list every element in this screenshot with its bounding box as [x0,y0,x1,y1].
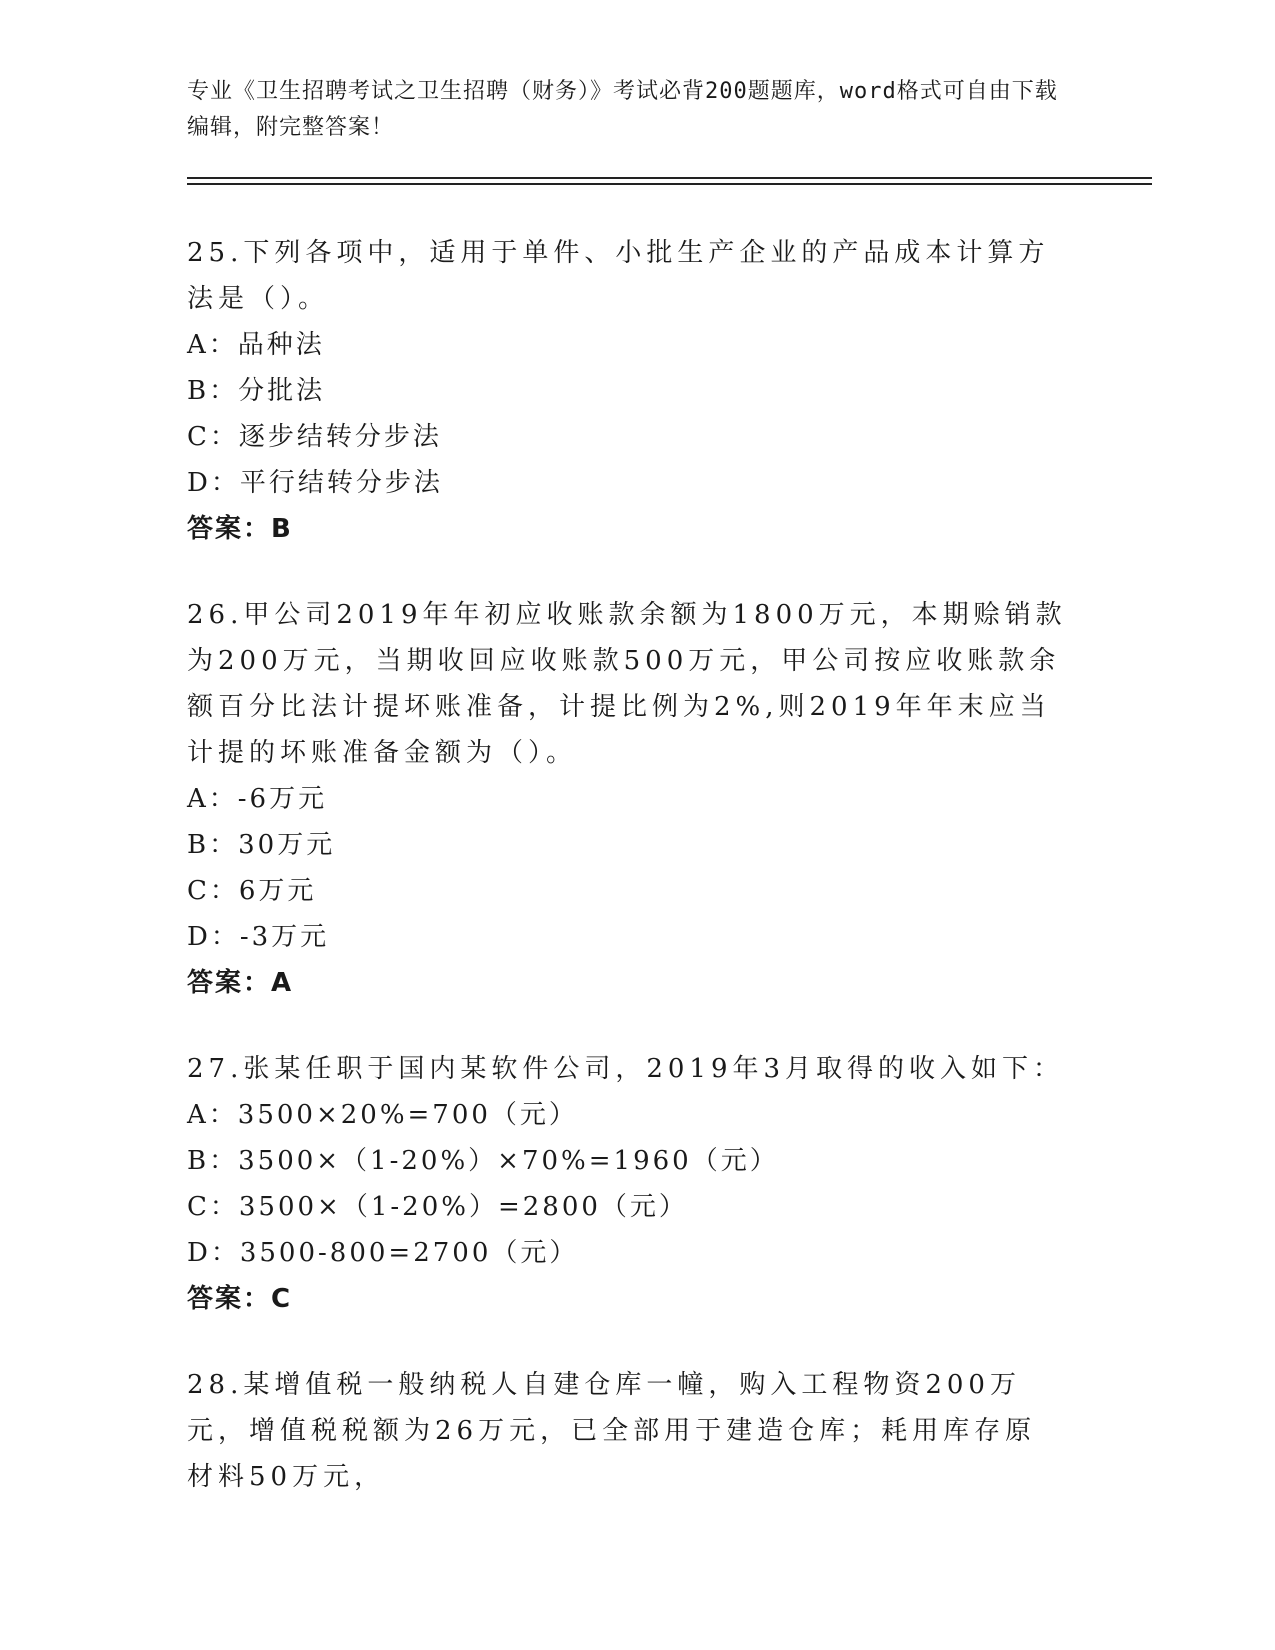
option-d: D：-3万元 [187,922,330,952]
question-28 [187,1362,1067,1500]
header-divider-bottom [187,183,1152,185]
option-a: A：-6万元 [187,784,328,814]
option-a: A：3500×20%=700（元） [187,1100,578,1130]
answer-label: 答案：C [187,1284,293,1314]
option-c: C：6万元 [187,876,317,906]
question-27 [187,1046,1067,1322]
header-divider-top [187,177,1152,179]
question-stem: 27.张某任职于国内某软件公司，2019年3月取得的收入如下： [187,1054,1065,1084]
option-d: D：平行结转分步法 [187,468,443,498]
option-c: C：逐步结转分步法 [187,422,442,452]
option-b: B：分批法 [187,376,326,406]
option-d: D：3500-800=2700（元） [187,1238,579,1268]
answer-label: 答案：A [187,968,294,998]
option-b: B：30万元 [187,830,336,860]
question-25 [187,230,1067,552]
question-list [187,230,1067,1540]
question-stem: 25.下列各项中，适用于单件、小批生产企业的产品成本计算方法是（）。 [187,238,1050,314]
header-note: 专业《卫生招聘考试之卫生招聘（财务）》考试必背200题题库，word格式可自由下载编辑，附完整答案！ [187,79,1058,140]
option-a: A：品种法 [187,330,325,360]
answer-label: 答案：B [187,514,293,544]
option-c: C：3500×（1-20%）=2800（元） [187,1192,688,1222]
question-26 [187,592,1067,1006]
question-stem: 26.甲公司2019年年初应收账款余额为1800万元，本期赊销款为200万元，当期收回应收账款500万元，甲公司按应收账款余额百分比法计提坏账准备，计提比例为2%,则2019年年末应当计提的坏账准备金额为（）。 [187,600,1067,768]
question-stem: 28.某增值税一般纳税人自建仓库一幢，购入工程物资200万元，增值税税额为26万元，已全部用于建造仓库；耗用库存原材料50万元， [187,1370,1037,1492]
option-b: B：3500×（1-20%）×70%=1960（元） [187,1146,779,1176]
